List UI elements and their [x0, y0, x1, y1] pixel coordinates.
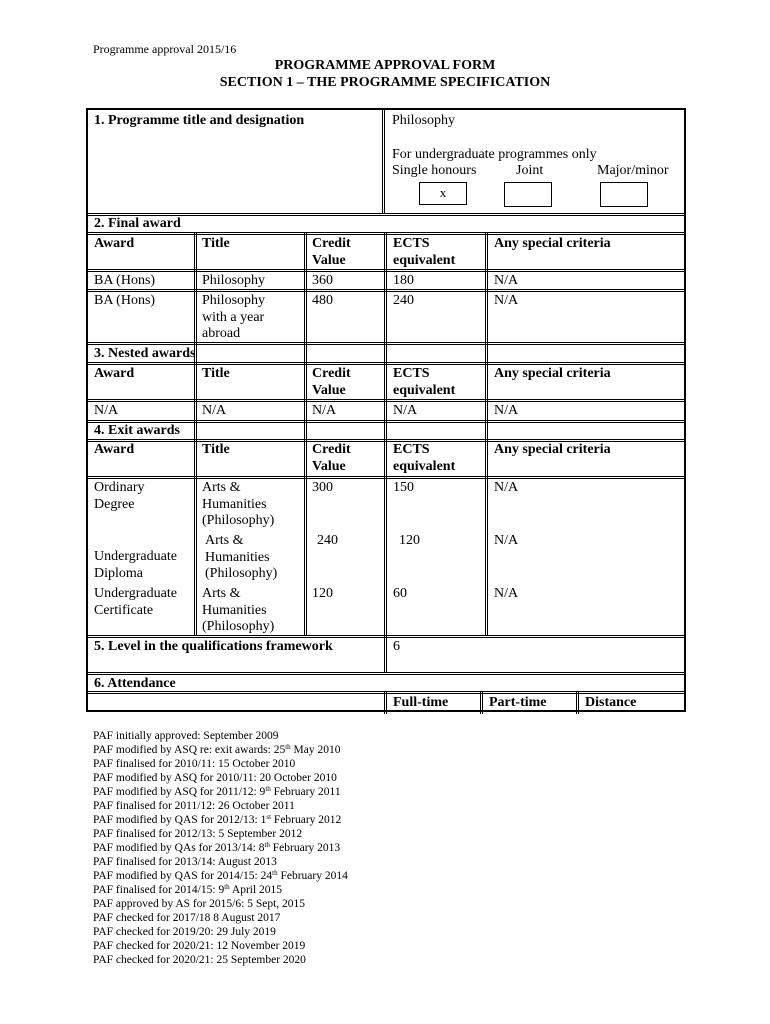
- column-divider: [485, 232, 488, 635]
- revision-note: PAF finalised for 2013/14: August 2013: [93, 856, 277, 868]
- col-header-ects: ECTS equivalent: [393, 366, 456, 398]
- joint-label: Joint: [516, 163, 544, 178]
- table-cell: N/A: [94, 403, 119, 418]
- programme-approval-form: [86, 108, 686, 712]
- col-header-credit: Credit Value: [312, 366, 351, 398]
- table-cell: BA (Hons): [94, 273, 156, 288]
- single-honours-checkbox[interactable]: x: [419, 182, 467, 205]
- section1-label: 1. Programme title and designation: [94, 113, 305, 128]
- table-cell: N/A: [494, 586, 519, 601]
- column-divider: [384, 635, 387, 672]
- table-cell: 120: [312, 586, 333, 601]
- table-cell: Arts & Humanities (Philosophy): [202, 586, 275, 634]
- single-honours-label: Single honours: [392, 163, 477, 178]
- revision-note: PAF modified by ASQ re: exit awards: 25th May 2010: [93, 743, 341, 756]
- table-cell: Ordinary Degree: [94, 480, 145, 512]
- col-header-ects: ECTS equivalent: [393, 442, 456, 474]
- col-header-title: Title: [202, 366, 230, 381]
- attendance-full-time: Full-time: [393, 695, 449, 710]
- section5-label: 5. Level in the qualifications framework: [94, 639, 333, 654]
- col-header-criteria: Any special criteria: [494, 236, 611, 251]
- column-divider: [480, 691, 483, 714]
- attendance-distance: Distance: [585, 695, 637, 710]
- col-header-ects: ECTS equivalent: [393, 236, 456, 268]
- table-cell: 120: [399, 533, 420, 548]
- revision-note: PAF checked for 2019/20: 29 July 2019: [93, 926, 276, 938]
- revision-note: PAF modified by QAS for 2014/15: 24th February 2014: [93, 869, 348, 882]
- table-cell: Undergraduate Certificate: [94, 586, 177, 618]
- revision-note: PAF checked for 2017/18 8 August 2017: [93, 912, 281, 924]
- page-header-label: Programme approval 2015/16: [93, 42, 237, 56]
- revision-note: PAF checked for 2020/21: 25 September 2020: [93, 954, 306, 966]
- major-minor-checkbox[interactable]: [600, 182, 648, 207]
- section2-label: 2. Final award: [94, 216, 181, 231]
- col-header-criteria: Any special criteria: [494, 366, 611, 381]
- table-cell: Philosophy: [202, 273, 266, 288]
- column-divider: [384, 232, 387, 635]
- revision-note: PAF modified by ASQ for 2010/11: 20 October 2010: [93, 772, 337, 784]
- table-cell: N/A: [393, 403, 418, 418]
- revision-note: PAF modified by QAS for 2012/13: 1st February 2012: [93, 813, 342, 826]
- table-cell: 300: [312, 480, 333, 495]
- revision-note: PAF finalised for 2012/13: 5 September 2012: [93, 828, 303, 840]
- qualification-level-value: 6: [393, 639, 400, 654]
- table-cell: N/A: [202, 403, 227, 418]
- col-header-credit: Credit Value: [312, 236, 351, 268]
- section1-divider: [382, 110, 385, 213]
- table-cell: 360: [312, 273, 333, 288]
- revision-note: PAF modified by QAs for 2013/14: 8th February 2013: [93, 841, 341, 854]
- table-cell: 180: [393, 273, 414, 288]
- table-cell: 150: [393, 480, 414, 495]
- attendance-part-time: Part-time: [489, 695, 547, 710]
- col-header-credit: Credit Value: [312, 442, 351, 474]
- table-cell: BA (Hons): [94, 293, 156, 308]
- col-header-award: Award: [94, 236, 135, 251]
- table-cell: N/A: [494, 403, 519, 418]
- form-title: PROGRAMME APPROVAL FORM: [274, 58, 496, 73]
- table-cell: Undergraduate Diploma: [94, 549, 177, 581]
- column-divider: [384, 691, 387, 714]
- table-cell: N/A: [494, 533, 519, 548]
- table-cell: N/A: [494, 273, 519, 288]
- table-cell: 60: [393, 586, 407, 601]
- section3-label: 3. Nested awards: [94, 346, 196, 361]
- undergrad-note: For undergraduate programmes only: [392, 147, 597, 162]
- revision-note: PAF initially approved: September 2009: [93, 730, 279, 742]
- col-header-title: Title: [202, 442, 230, 457]
- table-cell: Arts & Humanities (Philosophy): [205, 533, 278, 581]
- section-title: SECTION 1 – THE PROGRAMME SPECIFICATION: [219, 75, 551, 90]
- revision-note: PAF finalised for 2014/15: 9th April 2015: [93, 883, 283, 896]
- major-minor-label: Major/minor: [597, 163, 669, 178]
- joint-checkbox[interactable]: [504, 182, 552, 207]
- col-header-award: Award: [94, 442, 135, 457]
- table-cell: 240: [317, 533, 338, 548]
- section6-label: 6. Attendance: [94, 676, 176, 691]
- revision-history: [93, 729, 348, 967]
- col-header-award: Award: [94, 366, 135, 381]
- table-cell: Arts & Humanities (Philosophy): [202, 480, 275, 528]
- table-cell: 240: [393, 293, 414, 308]
- programme-title-value: Philosophy: [392, 113, 456, 128]
- column-divider: [304, 232, 307, 635]
- table-cell: 480: [312, 293, 333, 308]
- revision-note: PAF approved by AS for 2015/6: 5 Sept, 2015: [93, 898, 306, 910]
- column-divider: [576, 691, 579, 714]
- revision-note: PAF finalised for 2010/11: 15 October 2010: [93, 758, 296, 770]
- table-cell: N/A: [312, 403, 337, 418]
- table-cell: N/A: [494, 293, 519, 308]
- revision-note: PAF finalised for 2011/12: 26 October 2011: [93, 800, 295, 812]
- revision-note: PAF modified by ASQ for 2011/12: 9th February 2011: [93, 785, 341, 798]
- col-header-title: Title: [202, 236, 230, 251]
- revision-note: PAF checked for 2020/21: 12 November 2019: [93, 940, 306, 952]
- column-divider: [194, 232, 197, 635]
- table-cell: N/A: [494, 480, 519, 495]
- section4-label: 4. Exit awards: [94, 423, 180, 438]
- col-header-criteria: Any special criteria: [494, 442, 611, 457]
- table-cell: Philosophy with a year abroad: [202, 293, 266, 341]
- section-divider: [88, 672, 684, 675]
